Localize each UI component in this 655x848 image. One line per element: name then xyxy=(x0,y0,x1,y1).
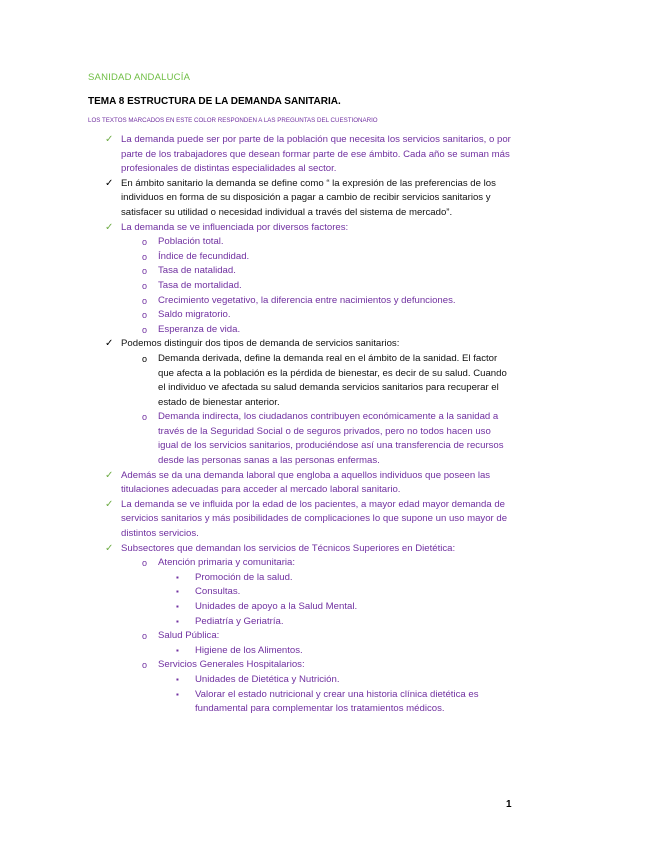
list-item xyxy=(142,410,513,468)
list-item-text: Además se da una demanda laboral que engloba a aquellos individuos que poseen las titulaciones adecuadas para acceder al mercado laboral sanitario. xyxy=(121,469,491,496)
list-item xyxy=(142,658,513,673)
check-bullet-icon: ✓ xyxy=(105,177,114,189)
list-item xyxy=(176,615,513,630)
circle-bullet-icon: o xyxy=(142,266,148,277)
circle-bullet-icon: o xyxy=(142,295,148,306)
list-item xyxy=(176,644,513,659)
list-item-text: Atención primaria y comunitaria: xyxy=(158,557,296,569)
list-item xyxy=(142,250,513,265)
square-bullet-icon: ▪ xyxy=(176,602,179,611)
list-item-text: Subsectores que demandan los servicios de Técnicos Superiores en Dietética: xyxy=(121,542,456,554)
circle-bullet-icon: o xyxy=(142,251,148,262)
list-item-text: Demanda indirecta, los ciudadanos contribuyen económicamente a la sanidad a través de la Seguridad Social o de seguros privados, pero no todos hacen uso igual de los servicios sanitarios, produciéndose así una transferencia de recursos desde las personas sanas a las personas enfermas. xyxy=(158,411,504,467)
list-item xyxy=(105,221,511,236)
list-item-text: La demanda se ve influida por la edad de los pacientes, a mayor edad mayor demanda de servicios sanitarios y más posibilidades de complicaciones lo que supone un uso mayor de distintos servicios. xyxy=(121,498,508,540)
list-item xyxy=(176,600,513,615)
square-bullet-icon: ▪ xyxy=(176,616,179,626)
page-title: TEMA 8 ESTRUCTURA DE LA DEMANDA SANITARIA. xyxy=(88,96,341,107)
list-item xyxy=(142,279,513,294)
list-item xyxy=(142,323,513,338)
check-bullet-icon: ✓ xyxy=(105,469,114,481)
list-item xyxy=(105,337,511,352)
list-item-text: Podemos distinguir dos tipos de demanda de servicios sanitarios: xyxy=(121,338,400,350)
list-item-text: En ámbito sanitario la demanda se define como “ la expresión de las preferencias de los individuos en forma de su disposición a pagar a cambio de recibir servicios sanitarios y satisfacer su utilidad o necesidad individual a través del sistema de mercado”. xyxy=(121,177,496,218)
check-bullet-icon: ✓ xyxy=(105,542,114,554)
square-bullet-icon: ▪ xyxy=(176,689,179,699)
check-bullet-icon: ✓ xyxy=(105,498,114,510)
list-item-text: Unidades de Dietética y Nutrición. xyxy=(195,673,340,685)
list-item xyxy=(105,542,511,557)
list-item-text: Higiene de los Alimentos. xyxy=(195,644,303,656)
list-item xyxy=(142,629,513,644)
list-item-text: La demanda puede ser por parte de la población que necesita los servicios sanitarios, o por parte de los trabajadores que desean formar parte de ese ámbito. Cada año se suman más profesionales de distintas especialidades al sector. xyxy=(121,134,511,175)
square-bullet-icon: ▪ xyxy=(176,572,179,582)
list-item-text: Población total. xyxy=(158,236,224,248)
list-item-text: Promoción de la salud. xyxy=(195,571,293,583)
list-item xyxy=(105,469,511,498)
list-item-text: Índice de fecundidad. xyxy=(158,250,250,262)
list-item-text: Servicios Generales Hospitalarios: xyxy=(158,659,305,671)
list-item xyxy=(142,264,513,279)
page-number: 1 xyxy=(506,799,512,810)
list-item-text: Tasa de natalidad. xyxy=(158,265,236,277)
list-item xyxy=(176,673,513,688)
list-item-text: Valorar el estado nutricional y crear una historia clínica dietética es fundamental para complementar los tratamientos médicos. xyxy=(195,688,479,715)
circle-bullet-icon: o xyxy=(142,660,148,671)
circle-bullet-icon: o xyxy=(142,324,148,335)
list-item xyxy=(176,688,513,717)
circle-bullet-icon: o xyxy=(142,558,148,569)
list-item-text: Consultas. xyxy=(195,586,241,598)
list-item xyxy=(142,294,513,309)
color-note: LOS TEXTOS MARCADOS EN ESTE COLOR RESPONDEN A LAS PREGUNTAS DEL CUESTIONARIO xyxy=(88,117,378,124)
check-bullet-icon: ✓ xyxy=(105,134,114,145)
square-bullet-icon: ▪ xyxy=(176,674,179,684)
square-bullet-icon: ▪ xyxy=(176,587,179,597)
square-bullet-icon: ▪ xyxy=(176,645,179,655)
list-item-text: Salud Pública: xyxy=(158,630,220,642)
circle-bullet-icon: o xyxy=(142,631,148,642)
list-item-text: Crecimiento vegetativo, la diferencia entre nacimientos y defunciones. xyxy=(158,294,456,306)
circle-bullet-icon: o xyxy=(142,412,148,423)
list-item xyxy=(142,352,513,410)
circle-bullet-icon: o xyxy=(142,237,148,248)
check-bullet-icon: ✓ xyxy=(105,221,114,233)
circle-bullet-icon: o xyxy=(142,280,148,291)
list-item-text: Pediatría y Geriatría. xyxy=(195,615,284,627)
document-header: SANIDAD ANDALUCÍA xyxy=(88,72,191,83)
list-item xyxy=(105,498,511,542)
list-item xyxy=(176,571,513,586)
list-item xyxy=(142,235,513,250)
list-item-text: Esperanza de vida. xyxy=(158,323,241,335)
list-item xyxy=(176,585,513,600)
check-bullet-icon: ✓ xyxy=(105,338,114,350)
content-list xyxy=(0,133,655,717)
list-item-text: Saldo migratorio. xyxy=(158,309,231,321)
list-item xyxy=(105,133,511,177)
list-item-text: Tasa de mortalidad. xyxy=(158,279,242,291)
list-item-text: Demanda derivada, define la demanda real en el ámbito de la sanidad. El factor que afecta a la población es la pérdida de bienestar, es decir de su salud. Cuando el individuo ve afectada su salud demanda servicios sanitarios para recuperar el estado de bienestar anterior. xyxy=(158,352,507,408)
circle-bullet-icon: o xyxy=(142,310,148,321)
list-item xyxy=(142,556,513,571)
list-item-text: La demanda se ve influenciada por diversos factores: xyxy=(121,221,349,233)
list-item xyxy=(142,308,513,323)
circle-bullet-icon: o xyxy=(142,353,148,364)
list-item-text: Unidades de apoyo a la Salud Mental. xyxy=(195,601,358,612)
list-item xyxy=(105,177,511,221)
